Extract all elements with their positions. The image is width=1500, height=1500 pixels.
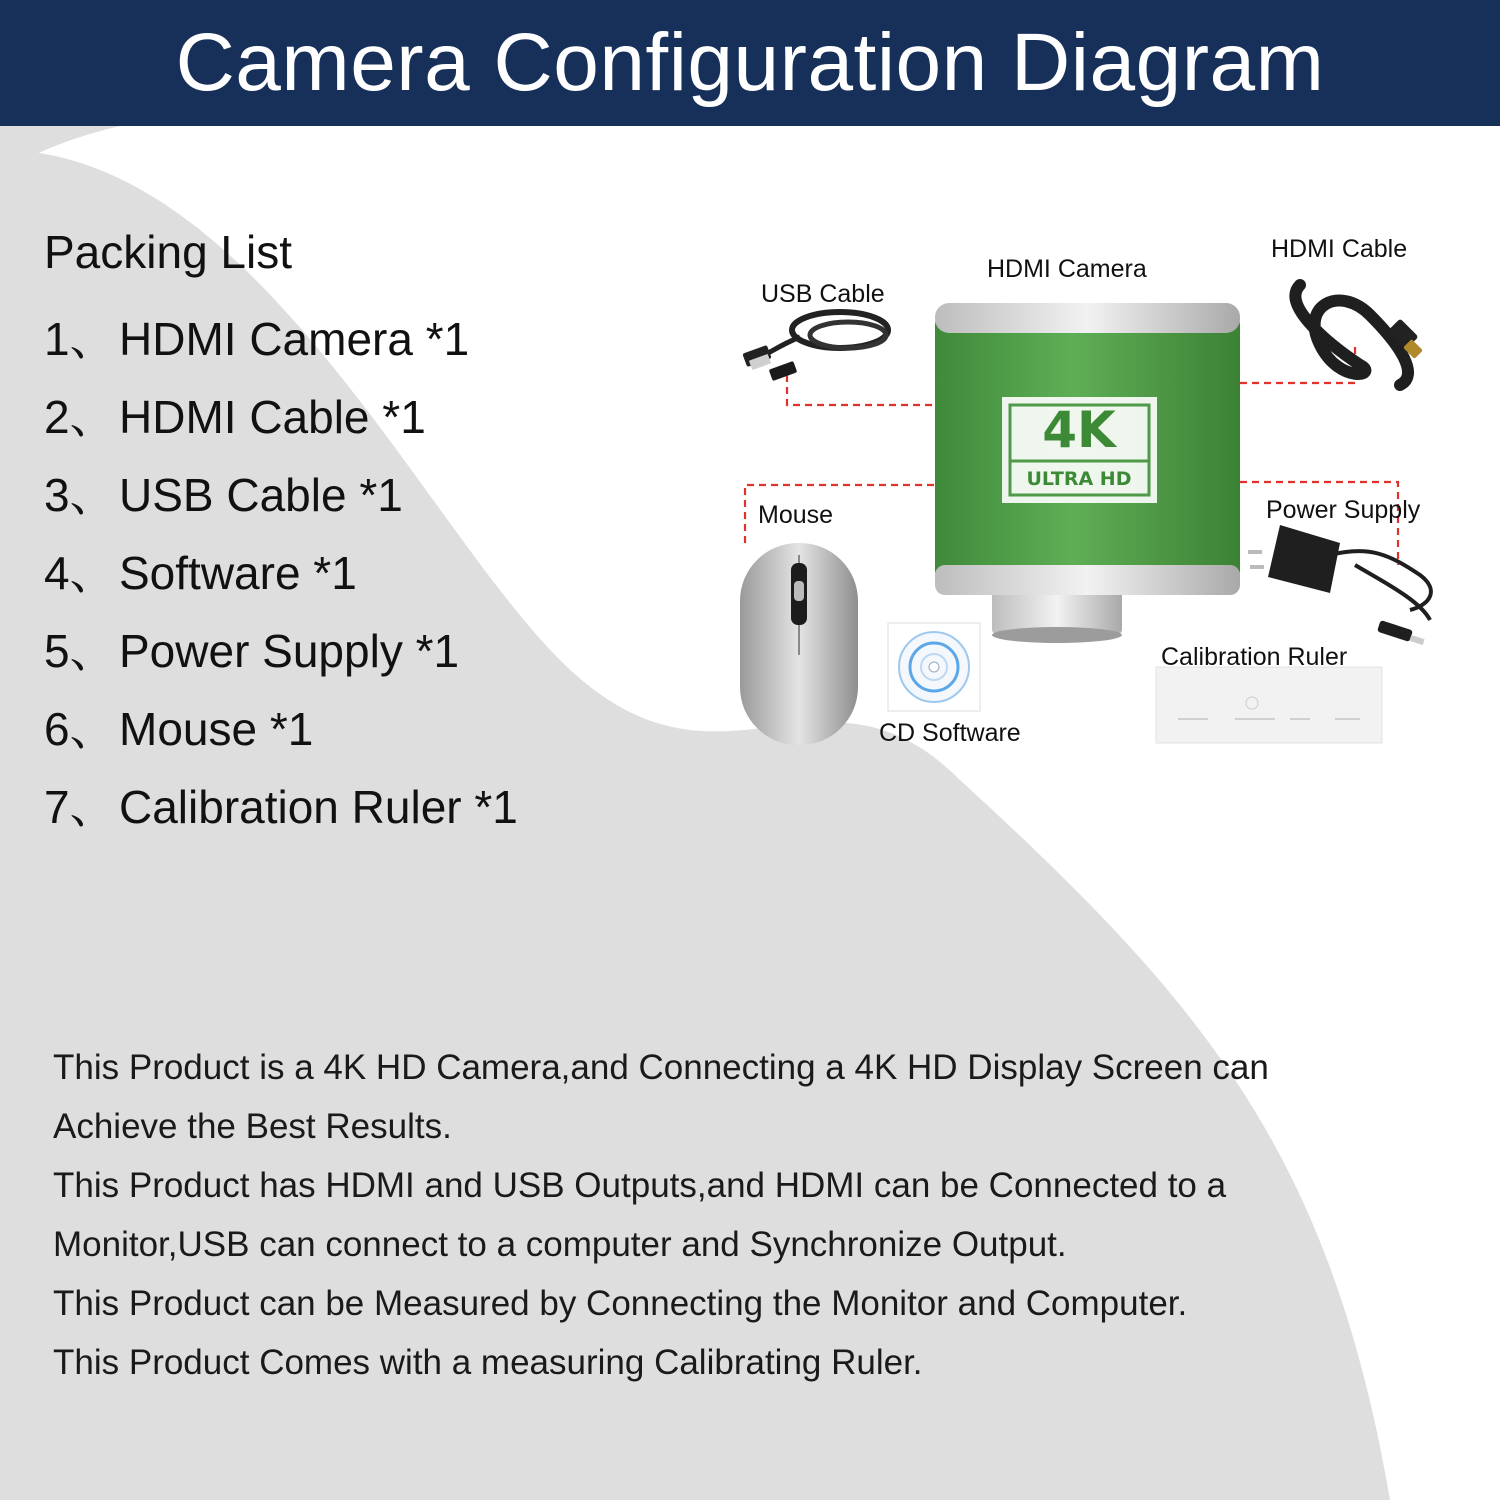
hdmi-cable-icon (1295, 285, 1422, 385)
packing-item-text: Mouse *1 (119, 703, 314, 755)
label-calibration-ruler: Calibration Ruler (1161, 643, 1348, 671)
packing-item-number: 7、 (44, 781, 116, 833)
packing-item (44, 690, 518, 768)
packing-item-number: 6、 (44, 703, 116, 755)
calibration-ruler-icon (1156, 667, 1382, 743)
packing-item-text: USB Cable *1 (119, 469, 403, 521)
packing-item-text: Calibration Ruler *1 (119, 781, 518, 833)
description-line: This Product has HDMI and USB Outputs,and HDMI can be Connected to a (53, 1166, 1227, 1205)
configuration-diagram (730, 225, 1470, 765)
packing-item (44, 612, 518, 690)
packing-item (44, 768, 518, 846)
camera-badge-sub: ULTRA HD (1026, 468, 1132, 490)
packing-item (44, 534, 518, 612)
packing-list-items (44, 300, 518, 846)
packing-list-title: Packing List (44, 226, 293, 278)
label-cd-software: CD Software (879, 719, 1021, 747)
packing-item-number: 1、 (44, 313, 116, 365)
label-usb-cable: USB Cable (761, 280, 885, 308)
power-supply-icon (1248, 525, 1431, 645)
packing-item-number: 4、 (44, 547, 116, 599)
description-line: This Product is a 4K HD Camera,and Connecting a 4K HD Display Screen can (53, 1048, 1269, 1087)
label-mouse: Mouse (758, 501, 834, 529)
packing-item-number: 2、 (44, 391, 116, 443)
hdmi-camera-icon (935, 303, 1240, 643)
packing-item-number: 3、 (44, 469, 116, 521)
header-bar (0, 0, 1500, 126)
description-line: This Product Comes with a measuring Calibrating Ruler. (53, 1343, 923, 1382)
label-power-supply: Power Supply (1266, 496, 1421, 524)
packing-list (44, 222, 518, 846)
cd-icon (888, 623, 980, 711)
product-description (53, 1038, 1473, 1392)
packing-item-number: 5、 (44, 625, 116, 677)
packing-item-text: Power Supply *1 (119, 625, 460, 677)
usb-cable-icon (742, 312, 888, 381)
packing-item-text: HDMI Cable *1 (119, 391, 426, 443)
label-hdmi-cable: HDMI Cable (1271, 235, 1408, 263)
description-line: This Product can be Measured by Connecting the Monitor and Computer. (53, 1284, 1188, 1323)
packing-item-text: HDMI Camera *1 (119, 313, 470, 365)
mouse-icon (740, 543, 858, 745)
page-title: Camera Configuration Diagram (175, 17, 1325, 108)
packing-item-text: Software *1 (119, 547, 357, 599)
packing-item (44, 378, 518, 456)
camera-badge-main: 4K (1042, 401, 1116, 459)
packing-item (44, 456, 518, 534)
packing-item (44, 300, 518, 378)
label-hdmi-camera: HDMI Camera (987, 255, 1147, 283)
description-line: Monitor,USB can connect to a computer and Synchronize Output. (53, 1225, 1067, 1264)
description-line: Achieve the Best Results. (53, 1107, 452, 1146)
